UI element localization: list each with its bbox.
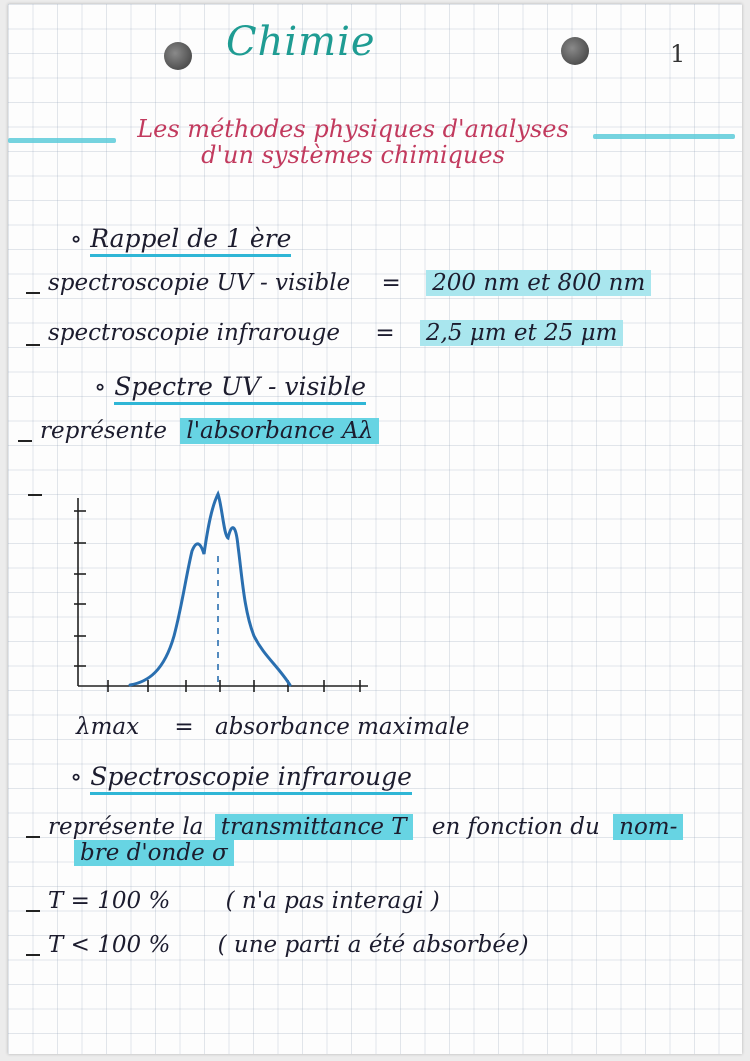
bullet-dash [26,836,40,838]
absorbance-line [40,420,379,443]
page-title: Chimie [226,19,376,65]
transmittance-prefix: représente la [48,814,204,840]
notebook-page [8,4,742,1054]
t100-note: ( n'a pas interagi ) [225,888,440,914]
tlt100-note: ( une parti a été absorbée) [217,932,529,958]
bullet-dash [26,954,40,956]
lambda-max-equals: = [174,714,194,740]
lambda-max-label: λmax [76,714,140,740]
punch-hole-right [561,37,589,65]
transmittance-line-1 [48,816,683,839]
wavenumber-highlight-part2: bre d'onde σ [74,840,234,866]
absorbance-curve [130,494,290,685]
subtitle-line-2: d'un systèmes chimiques [201,141,505,170]
bullet-dash [26,292,40,294]
page-number: 1 [670,40,686,68]
uv-equals: = [381,270,401,296]
section-uv-heading-text: Spectre UV - visible [114,372,366,405]
bullet-dash [18,440,32,442]
bullet-dash [28,494,42,496]
ir-equals: = [375,320,395,346]
transmittance-highlight: transmittance T [215,814,413,840]
tlt100-label: T < 100 % [48,932,171,958]
section-rappel-heading-text: Rappel de 1 ère [90,224,291,257]
absorbance-prefix: représente [40,418,168,444]
uv-value: 200 nm et 800 nm [426,270,651,296]
subtitle [123,116,583,169]
uv-label: spectroscopie UV - visible [48,270,351,296]
bullet-dash [26,344,40,346]
transmittance-mid: en fonction du [431,814,600,840]
ir-value: 2,5 μm et 25 μm [420,320,623,346]
lambda-max-line [76,716,469,739]
bullet-dash [26,910,40,912]
section-rappel-heading: ∘ Rappel de 1 ère [70,226,291,251]
absorbance-highlight: l'absorbance Aλ [180,418,379,444]
subtitle-rule-right [593,134,735,139]
uv-range-line [48,272,651,295]
t100-line [48,890,440,913]
section-uv-heading: ∘ Spectre UV - visible [94,374,366,399]
t100-label: T = 100 % [48,888,171,914]
uv-spectrum-graph [68,486,388,701]
ir-range-line [48,322,623,345]
transmittance-line-2 [74,842,234,865]
graph-y-ticks [74,511,86,666]
subtitle-line-1: Les méthodes physiques d'analyses [137,115,569,143]
section-ir-heading-text: Spectroscopie infrarouge [90,762,412,795]
tlt100-line [48,934,529,957]
punch-hole-left [164,42,192,70]
wavenumber-highlight-part1: nom- [613,814,683,840]
lambda-max-definition: absorbance maximale [214,714,470,740]
section-ir-heading: ∘ Spectroscopie infrarouge [70,764,412,789]
ir-label: spectroscopie infrarouge [48,320,341,346]
subtitle-rule-left [8,138,116,143]
